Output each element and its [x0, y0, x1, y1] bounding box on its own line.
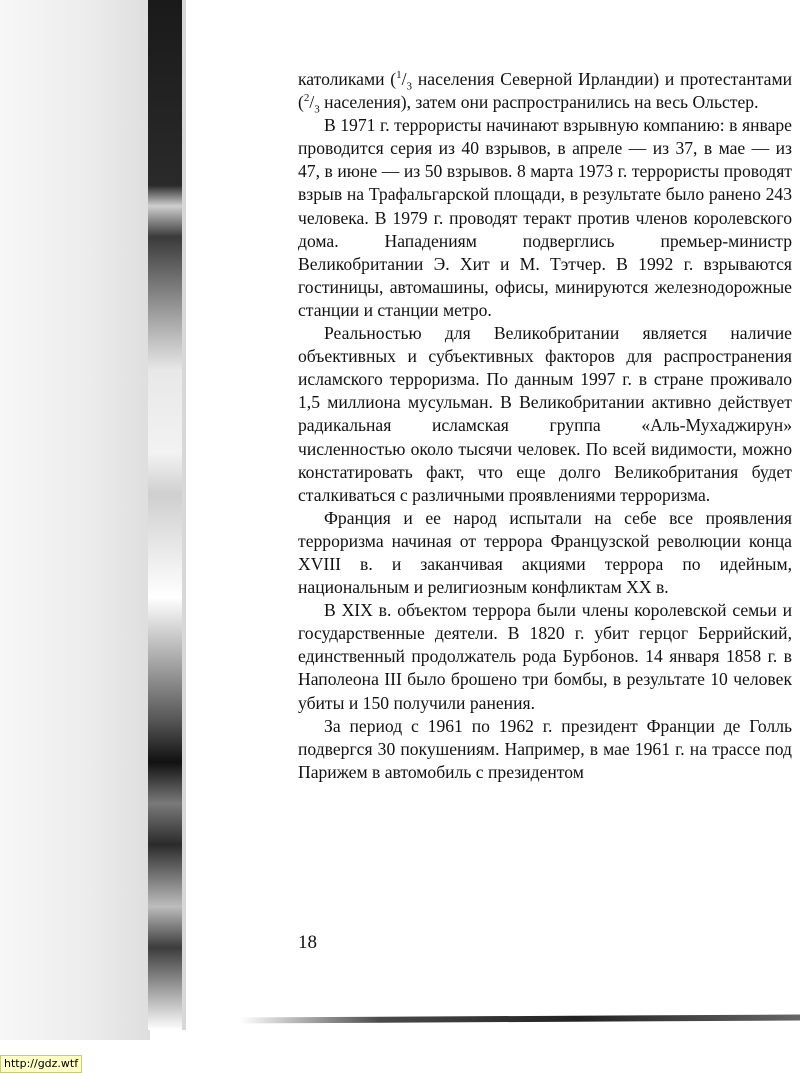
book-spine: [148, 0, 182, 1030]
body-text: [298, 68, 792, 784]
page-number: 18: [298, 932, 317, 953]
paragraph-6: За период с 1961 по 1962 г. президент Франции де Голль подвергся 30 покушениям. Например, в мае 1961 г. на трассе под Парижем в автомобиль с президентом: [298, 715, 792, 782]
paragraph-4: Франция и ее народ испытали на себе все проявления терроризма начиная от террора Французской революции конца XVIII в. и заканчивая акциями террора по идейным, национальным и религиозным конфликтам XX в.: [298, 507, 792, 598]
watermark-link[interactable]: http://gdz.wtf: [0, 1055, 82, 1073]
page-bottom-edge: [240, 1015, 800, 1024]
paragraph-3: Реальностью для Великобритании является наличие объективных и субъективных факторов для распространения исламского терроризма. По данным 1997 г. в стране проживало 1,5 миллиона мусульман. В Великобритании активно действует радикальная исламская группа «Аль-Мухаджирун» численностью около тысячи человек. По всей видимости, можно констатировать факт, что еще долго Великобритания будет сталкиваться с различными проявлениями терроризма.: [298, 323, 792, 505]
paragraph-2: В 1971 г. террористы начинают взрывную компанию: в январе проводится серия из 40 взрывов, в апреле — из 37, в мае — из 47, в июне — из 50 взрывов. 8 марта 1973 г. террористы проводят взрыв на Трафальгарской площади, в результате было ранено 243 человека. В 1979 г. проводят теракт против членов королевского дома. Нападениям подверглись премьер-министр Великобритании Э. Хит и М. Тэтчер. В 1992 г. взрываются гостиницы, автомашины, офисы, минируются железнодорожные станции и станции метро.: [298, 115, 792, 320]
book-gutter-shadow: [0, 0, 150, 1040]
page-edge: [182, 0, 186, 1030]
paragraph-5: В XIX в. объектом террора были члены королевской семьи и государственные деятели. В 1820 г. убит герцог Беррийский, единственный продолжатель рода Бурбонов. 14 января 1858 г. в Наполеона III было брошено три бомбы, в результате 10 человек убиты и 150 получили ранения.: [298, 600, 792, 713]
paragraph-1: католиками ($^1/_3$ населения Северной Ирландии) и протестантами ($^2/_3$ населения), затем они распространились на весь Ольстер.: [298, 69, 793, 116]
